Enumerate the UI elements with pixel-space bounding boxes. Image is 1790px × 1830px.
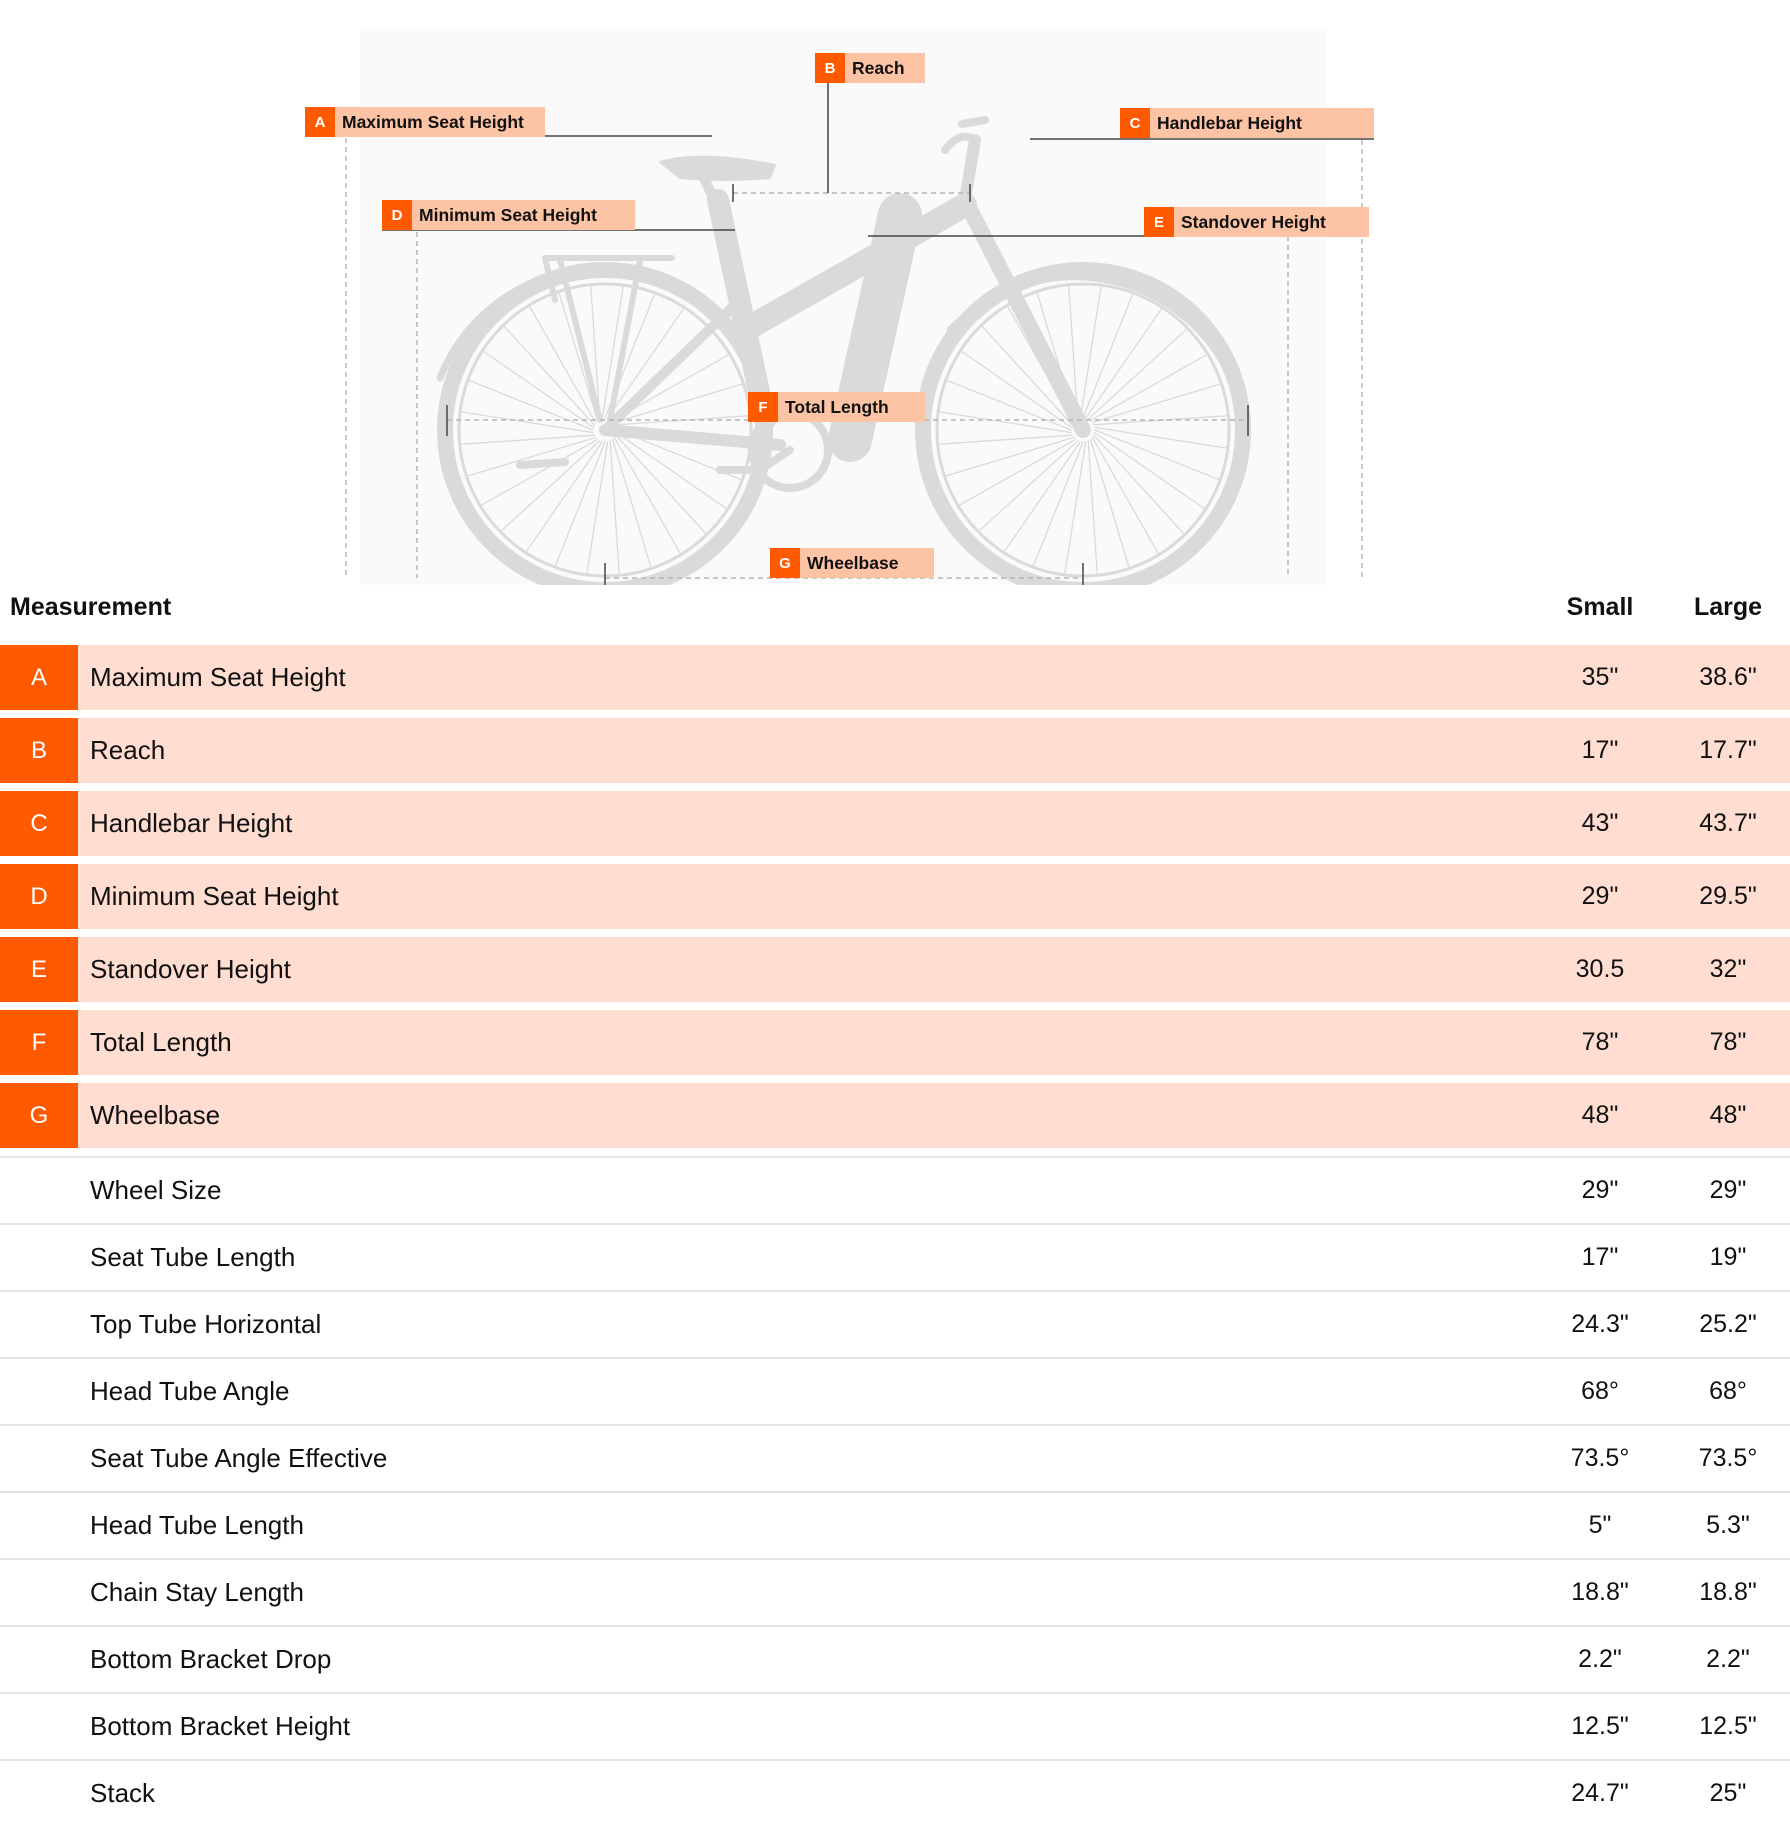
row-large-value: 68°: [1709, 1377, 1747, 1405]
table-row: [0, 864, 1790, 929]
geometry-table: [0, 585, 1790, 1826]
header-small: Small: [1566, 593, 1634, 621]
table-row: [0, 1359, 1790, 1426]
row-small-value: 73.5°: [1570, 1444, 1630, 1472]
row-large-value: 32": [1709, 955, 1747, 983]
row-large-value: 29": [1709, 1176, 1747, 1204]
row-large-value: 19": [1709, 1243, 1747, 1271]
callout-text: Minimum Seat Height: [412, 200, 635, 230]
table-row: [0, 718, 1790, 783]
header-measurement: Measurement: [10, 593, 172, 621]
row-label: Head Tube Angle: [90, 1376, 290, 1406]
row-label: Bottom Bracket Height: [90, 1711, 351, 1741]
row-label: Reach: [90, 735, 166, 765]
row-large-value: 18.8": [1699, 1578, 1757, 1606]
callout-text: Total Length: [778, 392, 925, 422]
row-label: Standover Height: [90, 954, 291, 984]
bike-illustration: [0, 0, 1790, 585]
row-large-value: 38.6": [1699, 663, 1757, 691]
table-row: [0, 1627, 1790, 1694]
row-label: Wheelbase: [90, 1100, 221, 1130]
geometry-diagram: [0, 0, 1790, 585]
row-label: Chain Stay Length: [90, 1577, 304, 1607]
table-row: [0, 1225, 1790, 1292]
row-label: Head Tube Length: [90, 1510, 304, 1540]
table-row: [0, 645, 1790, 710]
row-large-value: 73.5°: [1698, 1444, 1758, 1472]
table-row: [0, 1158, 1790, 1225]
row-small-value: 29": [1581, 882, 1619, 910]
row-label: Total Length: [90, 1027, 232, 1057]
lettered-rows: [0, 645, 1790, 1148]
row-large-value: 17.7": [1699, 736, 1757, 764]
row-small-value: 18.8": [1571, 1578, 1629, 1606]
callout-text: Wheelbase: [800, 548, 934, 578]
row-small-value: 5": [1588, 1511, 1612, 1539]
row-letter: G: [0, 1083, 78, 1148]
table-row: [0, 1560, 1790, 1627]
row-letter: F: [0, 1010, 78, 1075]
row-letter: A: [0, 645, 78, 710]
callout-text: Reach: [845, 53, 925, 83]
row-label: Handlebar Height: [90, 808, 293, 838]
row-large-value: 12.5": [1699, 1712, 1757, 1740]
table-row: [0, 937, 1790, 1002]
row-large-value: 43.7": [1699, 809, 1757, 837]
row-large-value: 2.2": [1706, 1645, 1750, 1673]
row-small-value: 17": [1581, 1243, 1619, 1271]
row-small-value: 24.7": [1571, 1779, 1629, 1807]
table-header: [0, 585, 1790, 645]
callout-letter: D: [382, 200, 412, 230]
callout-d: [382, 200, 635, 230]
row-small-value: 17": [1581, 736, 1619, 764]
callout-g: [770, 548, 934, 578]
callout-letter: C: [1120, 108, 1150, 138]
callout-b: [815, 53, 925, 83]
callout-text: Maximum Seat Height: [335, 107, 545, 137]
row-large-value: 5.3": [1706, 1511, 1750, 1539]
table-row: [0, 791, 1790, 856]
row-small-value: 2.2": [1578, 1645, 1622, 1673]
row-label: Seat Tube Length: [90, 1242, 296, 1272]
row-small-value: 35": [1581, 663, 1619, 691]
row-small-value: 12.5": [1571, 1712, 1629, 1740]
table-row: [0, 1761, 1790, 1826]
callout-c: [1120, 108, 1374, 138]
table-row: [0, 1493, 1790, 1560]
callout-text: Handlebar Height: [1150, 108, 1374, 138]
row-label: Top Tube Horizontal: [90, 1309, 322, 1339]
row-large-value: 25.2": [1699, 1310, 1757, 1338]
row-small-value: 48": [1581, 1101, 1619, 1129]
row-small-value: 29": [1581, 1176, 1619, 1204]
header-large: Large: [1693, 593, 1763, 621]
row-large-value: 25": [1709, 1779, 1747, 1807]
row-letter: D: [0, 864, 78, 929]
callout-text: Standover Height: [1174, 207, 1369, 237]
callout-letter: B: [815, 53, 845, 83]
row-letter: E: [0, 937, 78, 1002]
row-label: Seat Tube Angle Effective: [90, 1443, 388, 1473]
callout-e: [1144, 207, 1369, 237]
row-label: Wheel Size: [90, 1175, 222, 1205]
row-large-value: 78": [1709, 1028, 1747, 1056]
callout-letter: E: [1144, 207, 1174, 237]
row-small-value: 78": [1581, 1028, 1619, 1056]
row-letter: C: [0, 791, 78, 856]
row-large-value: 29.5": [1699, 882, 1757, 910]
callout-letter: G: [770, 548, 800, 578]
plain-rows: [0, 1156, 1790, 1826]
callout-a: [305, 107, 545, 137]
row-label: Minimum Seat Height: [90, 881, 339, 911]
table-row: [0, 1083, 1790, 1148]
table-row: [0, 1292, 1790, 1359]
row-label: Maximum Seat Height: [90, 662, 346, 692]
row-large-value: 48": [1709, 1101, 1747, 1129]
row-label: Stack: [90, 1778, 156, 1808]
table-row: [0, 1426, 1790, 1493]
callout-letter: F: [748, 392, 778, 422]
row-small-value: 24.3": [1571, 1310, 1629, 1338]
callout-f: [748, 392, 925, 422]
row-small-value: 68°: [1581, 1377, 1619, 1405]
callout-letter: A: [305, 107, 335, 137]
table-row: [0, 1694, 1790, 1761]
table-row: [0, 1010, 1790, 1075]
row-small-value: 43": [1581, 809, 1619, 837]
row-small-value: 30.5: [1575, 955, 1625, 983]
row-label: Bottom Bracket Drop: [90, 1644, 332, 1674]
row-letter: B: [0, 718, 78, 783]
